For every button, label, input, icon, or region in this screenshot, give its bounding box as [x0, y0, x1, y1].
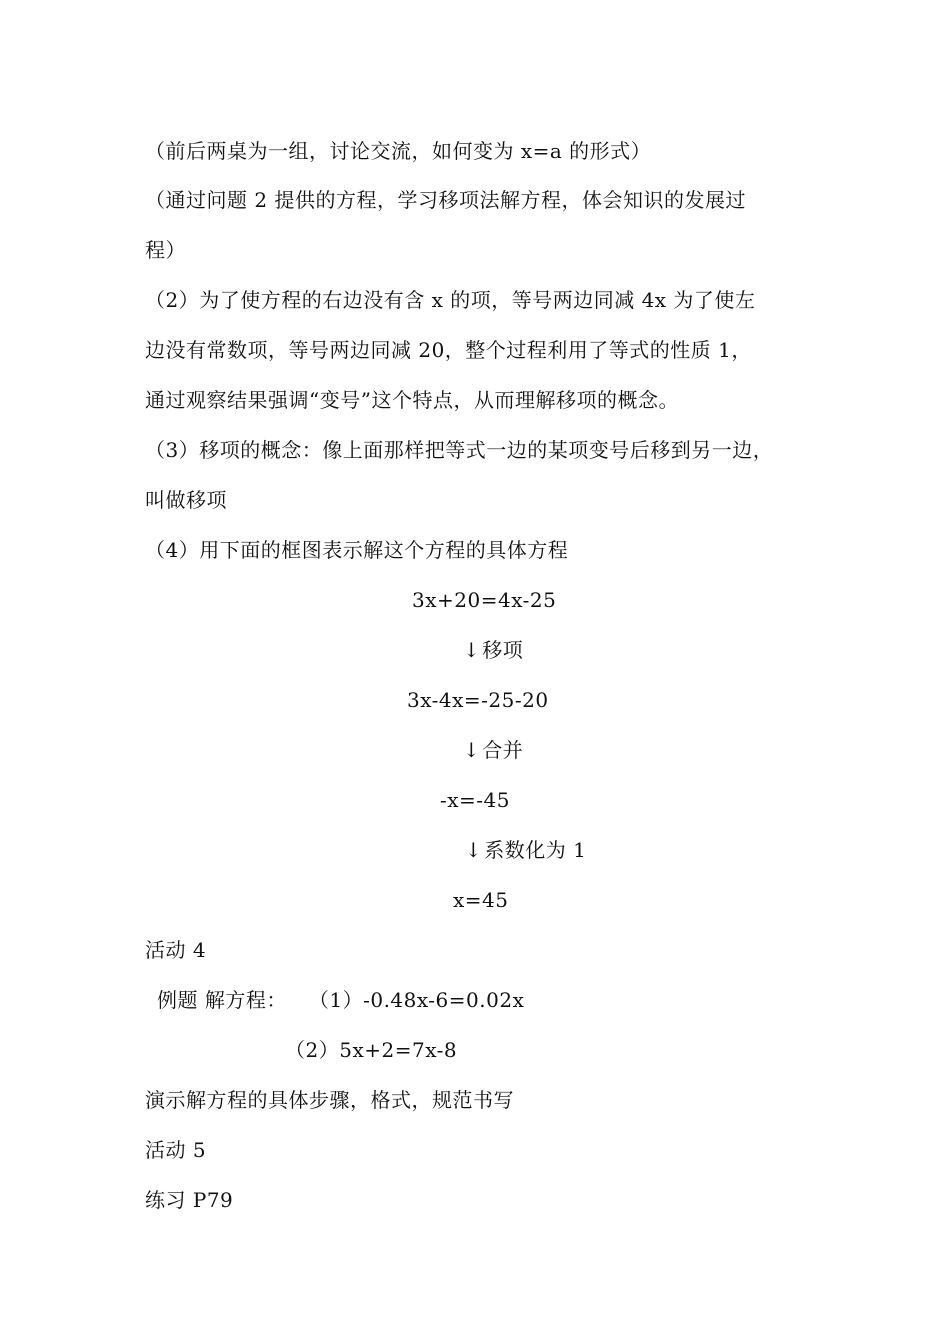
paragraph-line: 叫做移项 — [145, 488, 227, 512]
equation-step-4: x=45 — [453, 888, 509, 912]
paragraph-line: 边没有常数项，等号两边同减 20，整个过程利用了等式的性质 1， — [145, 338, 752, 362]
paragraph-line: 程） — [145, 238, 186, 262]
flow-step-combine — [463, 736, 523, 764]
step-label: 合并 — [482, 738, 524, 762]
equation-step-2: 3x-4x=-25-20 — [407, 688, 549, 712]
equation-step-3: -x=-45 — [440, 788, 511, 812]
activity-4-title: 活动 4 — [145, 938, 207, 962]
down-arrow-icon: ↓ — [465, 838, 483, 862]
paragraph-line: （4）用下面的框图表示解这个方程的具体方程 — [145, 538, 569, 562]
step-label: 移项 — [482, 638, 524, 662]
activity-5-title: 活动 5 — [145, 1138, 207, 1162]
activity-4-note: 演示解方程的具体步骤，格式，规范书写 — [145, 1088, 514, 1112]
paragraph-line: （3）移项的概念：像上面那样把等式一边的某项变号后移到另一边， — [145, 438, 774, 462]
down-arrow-icon: ↓ — [463, 738, 481, 762]
paragraph-line: （前后两桌为一组，讨论交流，如何变为 x=a 的形式） — [145, 139, 652, 163]
example-label: 例题 解方程： — [157, 988, 287, 1012]
example-problem-2: （2）5x+2=7x-8 — [285, 1038, 458, 1062]
example-problem-1: （1）-0.48x-6=0.02x — [308, 988, 525, 1012]
paragraph-line: （2）为了使方程的右边没有含 x 的项，等号两边同减 4x 为了使左 — [145, 288, 756, 312]
paragraph-line: （通过问题 2 提供的方程，学习移项法解方程，体会知识的发展过 — [145, 188, 746, 212]
flow-step-transpose — [463, 636, 523, 664]
flow-step-coefficient — [465, 836, 586, 864]
step-label: 系数化为 1 — [484, 838, 587, 862]
example-line — [157, 986, 524, 1014]
equation-step-1: 3x+20=4x-25 — [412, 588, 557, 612]
down-arrow-icon: ↓ — [463, 638, 481, 662]
exercise-reference: 练习 P79 — [145, 1188, 234, 1212]
paragraph-line: 通过观察结果强调“变号”这个特点，从而理解移项的概念。 — [145, 388, 679, 412]
